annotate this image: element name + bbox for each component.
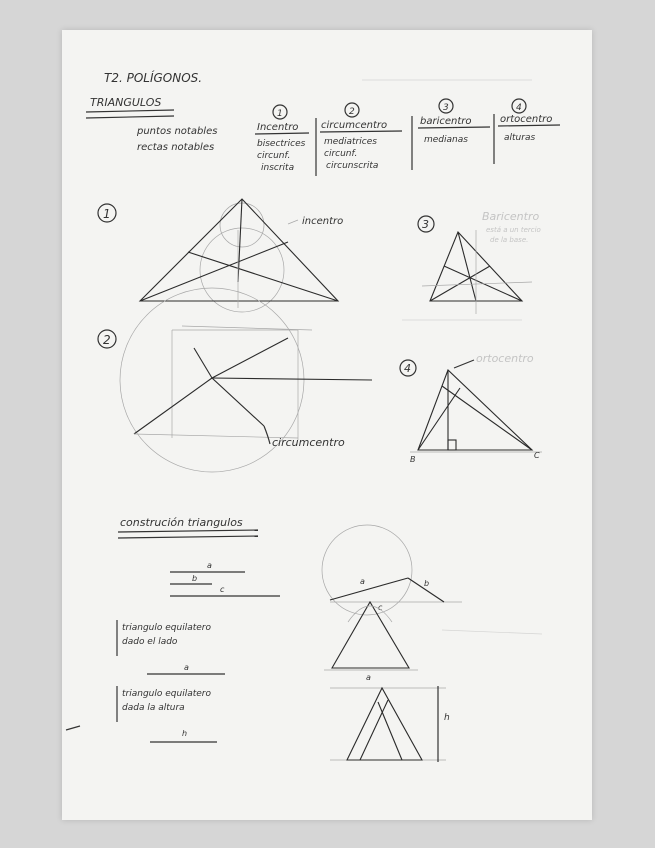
construction-underline	[118, 530, 258, 532]
top-label-b: b	[424, 579, 430, 588]
column-underline	[255, 133, 309, 134]
construction-line	[182, 326, 312, 330]
column-number: 2	[349, 107, 355, 117]
note-line-2: dado el lado	[122, 637, 178, 647]
construction-arc	[322, 525, 412, 615]
column-underline	[498, 125, 560, 126]
median	[430, 266, 490, 301]
figure-number: 3	[422, 218, 429, 231]
segment-label-a: a	[184, 663, 189, 672]
perpendicular-bisector	[134, 378, 212, 434]
column-point: Incentro	[257, 122, 299, 133]
column-line-3: inscrita	[261, 163, 295, 173]
label-leader	[454, 360, 474, 368]
parallel-line	[378, 702, 402, 760]
column-number: 4	[516, 103, 522, 113]
column-number: 1	[277, 109, 283, 119]
subtitle-underline-2	[86, 116, 174, 118]
perpendicular-bisector	[194, 348, 212, 378]
label-leader	[264, 426, 270, 444]
table-column-2	[320, 103, 402, 171]
figure-note-1: está a un tercio	[486, 226, 541, 234]
construction-line	[422, 282, 532, 286]
segment-label-c: c	[220, 585, 225, 594]
perpendicular-bisector	[212, 378, 264, 426]
figure-ortocentro	[400, 352, 542, 464]
page-title: T2. POLÍGONOS.	[104, 71, 203, 85]
figure-incentro	[98, 199, 343, 330]
triangle-from-sides	[322, 525, 462, 615]
column-line-1: bisectrices	[257, 139, 306, 149]
top-label-a: a	[360, 577, 365, 586]
figure-baricentro	[418, 210, 541, 314]
column-line-1: medianas	[424, 135, 468, 145]
construction-underline-2	[118, 536, 258, 538]
altitude	[418, 388, 460, 450]
table-column-1	[255, 105, 309, 173]
bisector	[140, 242, 288, 301]
row-label-rectas: rectas notables	[137, 142, 215, 153]
perpendicular-bisector	[212, 378, 372, 380]
column-point: ortocentro	[500, 114, 553, 125]
equilateral-given-side	[117, 602, 418, 682]
table-column-3	[418, 99, 490, 145]
margin-mark	[66, 726, 80, 730]
figure-circumcentro	[98, 288, 372, 472]
column-underline	[418, 127, 490, 128]
equilateral-given-height	[117, 686, 450, 762]
figure-number: 4	[404, 362, 411, 375]
top-label-c: c	[378, 603, 383, 612]
right-angle-mark	[448, 440, 456, 450]
column-line-2: circunf.	[257, 151, 291, 161]
equilateral-triangle	[332, 602, 409, 668]
given-segments	[170, 561, 280, 596]
column-line-3: circunscrita	[326, 161, 379, 171]
column-number: 3	[443, 103, 449, 113]
equilateral-triangle	[347, 688, 422, 760]
column-line-1: mediatrices	[324, 137, 377, 147]
notebook-page	[62, 30, 592, 820]
construction-arc	[348, 606, 392, 622]
column-line-2: circunf.	[324, 149, 358, 159]
page-drawing	[62, 30, 592, 820]
figure-label: circumcentro	[272, 436, 345, 449]
table-column-4	[498, 99, 560, 143]
figure-label: ortocentro	[476, 352, 534, 365]
note-line-2: dada la altura	[122, 703, 185, 713]
segment-label-a: a	[207, 561, 212, 570]
bleed-through-marks	[442, 630, 542, 634]
row-label-puntos: puntos notables	[137, 126, 218, 137]
figure-note-2: de la base.	[490, 236, 529, 244]
figure-label: Baricentro	[482, 210, 540, 223]
column-point: circumcentro	[321, 120, 388, 131]
column-point: baricentro	[420, 116, 472, 127]
parallel-line	[360, 700, 388, 760]
vertex-label-b: B	[410, 455, 416, 464]
segment-label-b: b	[192, 574, 198, 583]
subtitle-underline	[86, 110, 174, 112]
column-line-1: alturas	[504, 133, 536, 143]
segment-a-copy	[330, 578, 408, 600]
perpendicular-bisector	[212, 338, 288, 378]
note-line-1: triangulo equilatero	[122, 689, 211, 699]
side-label: a	[366, 673, 371, 682]
vertex-label-c: C	[534, 451, 540, 460]
figure-number: 2	[103, 333, 111, 347]
label-leader	[288, 220, 298, 224]
column-underline	[320, 131, 402, 132]
segment-label-h: h	[182, 729, 188, 738]
construction-title: construción triangulos	[120, 516, 243, 529]
figure-number: 1	[103, 207, 111, 221]
section-title-triangulos: TRIANGULOS	[90, 96, 162, 109]
height-label: h	[444, 713, 450, 723]
note-line-1: triangulo equilatero	[122, 623, 211, 633]
figure-label: incentro	[302, 216, 344, 227]
